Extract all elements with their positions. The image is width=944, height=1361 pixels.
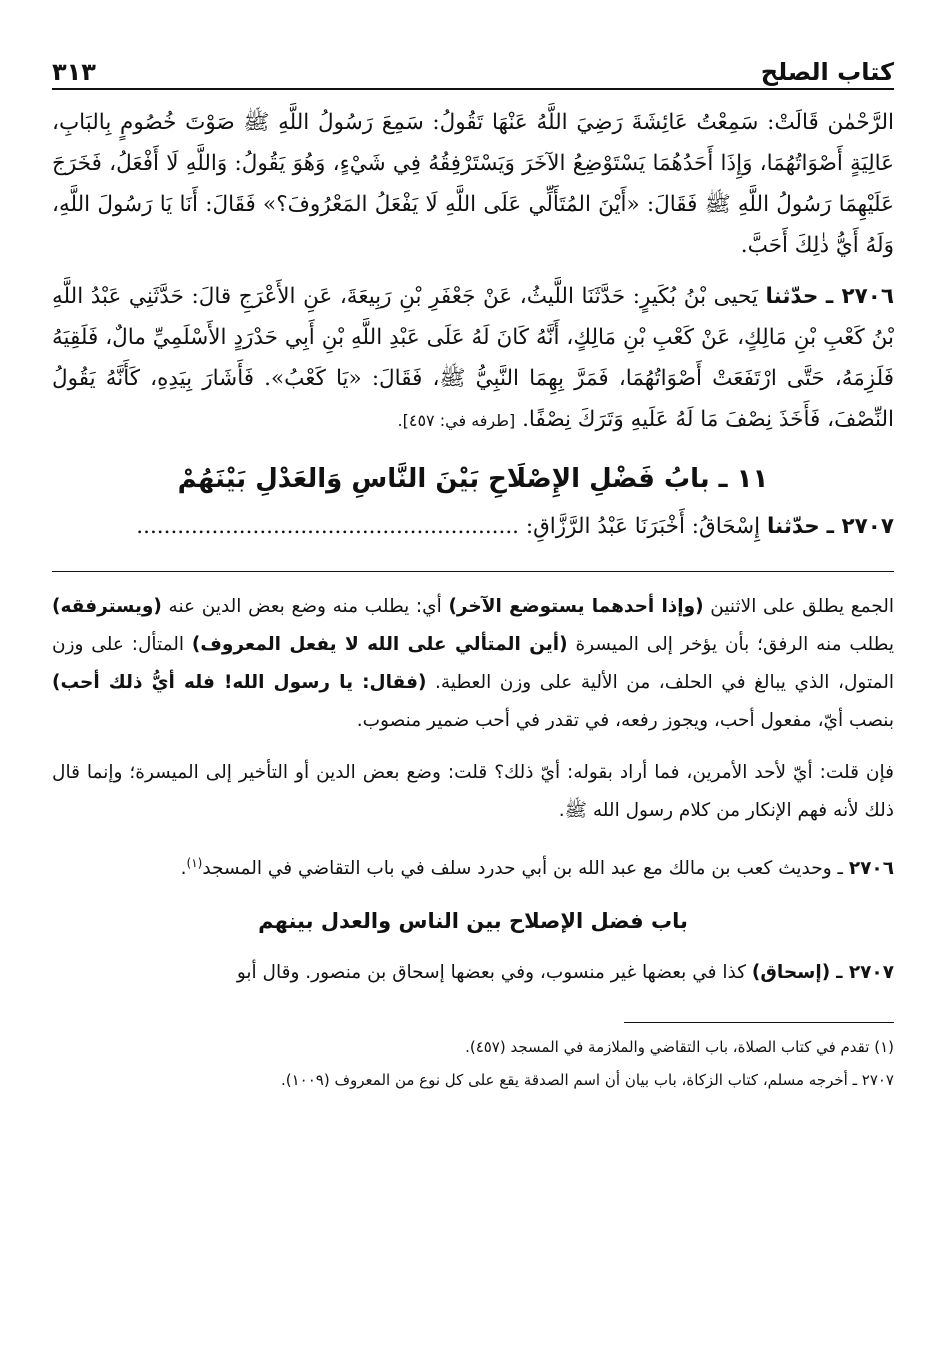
hadith-number: ٢٧٠٦ ـ	[825, 284, 894, 309]
commentary-section	[52, 588, 894, 992]
matn-paragraph-1: الرَّحْمٰن قَالَتْ: سَمِعْتُ عَائِشَةَ رَضِيَ اللَّهُ عَنْهَا تَقُولُ: سَمِعَ رَسُولُ اللَّهِ ﷺ صَوْتَ خُصُومٍ بِالبَابِ، عَالِيَةٍ أَصْوَاتُهُمَا، وَإِذَا أَحَدُهُمَا يَسْتَوْضِعُ الآخَرَ وَيَسْتَرْفِقُهُ فِي شَيْءٍ، وَهُوَ يَقُولُ: وَاللَّهِ لَا أَفْعَلُ، فَخَرَجَ عَلَيْهِمَا رَسُولُ اللَّهِ ﷺ فَقَالَ: «أَيْنَ المُتَأَلِّي عَلَى اللَّهِ لَا يَفْعَلُ المَعْرُوفَ؟» فَقَالَ: أَنَا يَا رَسُولَ اللَّهِ، وَلَهُ أَيُّ ذٰلِكَ أَحَبَّ.	[52, 110, 894, 258]
hadith-number: ٢٧٠٧ ـ	[836, 962, 894, 984]
footnote-2: ٢٧٠٧ ـ أخرجه مسلم، كتاب الزكاة، باب بيان أن اسم الصدقة يقع على كل نوع من المعروف (١٠٠٩).	[280, 1071, 894, 1090]
commentary-text: الجمع يطلق على الاثنين	[710, 596, 894, 617]
page-number: ٣١٣	[52, 58, 96, 86]
quoted-phrase: (ويسترفقه)	[52, 596, 162, 617]
hadith-number: ٢٧٠٦	[848, 858, 894, 880]
hadith-body: يَحيى بْنُ بُكَيرٍ: حَدَّثَنَا اللَّيثُ، عَنْ جَعْفَرِ بْنِ رَبِيعَةَ، عَنِ الأَعْرَجِ قالَ: حَدَّثَنِي عَبْدُ اللَّهِ بْنُ كَعْبِ بْنِ مَالِكٍ، عَنْ كَعْبِ بْنِ مَالِكٍ، أَنَّهُ كَانَ لَهُ عَلَى عَبْدِ اللَّهِ بْنِ أَبِي حَدْرَدٍ الأَسْلَمِيِّ مالٌ، فَلَقِيَهُ فَلَزِمَهُ، حَتَّى ارْتَفَعَتْ أَصْوَاتُهُمَا، فَمَرَّ بِهِمَا النَّبِيُّ ﷺ، فَقَالَ: «يَا كَعْبُ». فَأَشَارَ بِيَدِهِ، كَأَنَّهُ يَقُولُ النِّصْفَ، فَأَخَذَ نِصْفَ مَا لَهُ عَلَيهِ وَتَرَكَ نِصْفًا.	[52, 284, 894, 432]
chapter-heading: ١١ ـ بابُ فَضْلِ الإِصْلَاحِ بَيْنَ النَّاسِ وَالعَدْلِ بَيْنَهُمْ	[177, 464, 769, 494]
commentary-paragraph-2: فإن قلت: أيّ لأحد الأمرين، فما أراد بقوله: أيّ ذلك؟ قلت: وضع بعض الدين أو التأخير إلى الميسرة؛ وإنما قال ذلك لأنه فهم الإنكار من كلام رسول الله ﷺ.	[52, 762, 894, 821]
commentary-text: أي: يطلب منه وضع بعض الدين عنه	[168, 596, 442, 617]
commentary-heading: باب فضل الإصلاح بين الناس والعدل بينهم	[258, 909, 688, 934]
commentary-paragraph-4	[52, 954, 894, 992]
footnote-rule	[624, 1022, 894, 1023]
hadith-number: ٢٧٠٧ ـ	[826, 514, 894, 539]
haddathana-label: حدّثنا	[766, 514, 820, 539]
section-divider	[52, 571, 894, 572]
quoted-phrase: (إسحاق)	[751, 962, 831, 984]
hadith-text-section	[52, 102, 894, 547]
header-rule	[52, 88, 894, 90]
commentary-paragraph-1	[52, 588, 894, 740]
continuation-dots: ........................................................	[136, 514, 520, 539]
commentary-text: كذا في بعضها غير منسوب، وفي بعضها إسحاق بن منصور. وقال أبو	[236, 962, 747, 984]
hadith-2707	[52, 506, 894, 547]
commentary-text: بنصب أيّ، مفعول أحب، ويجوز رفعه، في تقدر في أحب ضمير منصوب.	[356, 710, 894, 731]
footnote-1: (١) تقدم في كتاب الصلاة، باب التقاضي والملازمة في المسجد (٤٥٧).	[465, 1038, 894, 1057]
book-page	[52, 38, 894, 1097]
haddathana-label: حدّثنا	[765, 284, 819, 309]
quoted-phrase: (أين المتألي على الله لا يفعل المعروف)	[191, 634, 568, 655]
hadith-2706	[52, 276, 894, 441]
quoted-phrase: (وإذا أحدهما يستوضع الآخر)	[448, 596, 704, 617]
commentary-paragraph-3: ٢٧٠٦ ـ وحديث كعب بن مالك مع عبد الله بن أبي حدرد سلف في باب التقاضي في المسجد$^{(١)}$.	[180, 856, 894, 880]
cross-reference: [طرفه في: ٤٥٧].	[397, 411, 516, 430]
footnotes	[52, 1031, 894, 1097]
commentary-text: ـ وحديث كعب بن مالك مع عبد الله بن أبي حدرد سلف في باب التقاضي في المسجد	[202, 858, 843, 880]
chapter-title: كتاب الصلح	[760, 58, 894, 86]
commentary-text: يطلب منه الرفق؛ بأن يؤخر إلى الميسرة	[575, 634, 894, 655]
page-header	[52, 38, 894, 86]
quoted-phrase: (فقال: يا رسول الله! فله أيُّ ذلك أحب)	[52, 672, 427, 693]
commentary-text: المتأل: على وزن المتول، الذي يبالغ في الحلف، من الألية على وزن العطية.	[52, 634, 894, 693]
hadith-body: إِسْحَاقُ: أَخْبَرَنَا عَبْدُ الرَّزَّاقِ:	[525, 514, 761, 539]
footnote-marker: (١)	[186, 856, 203, 870]
